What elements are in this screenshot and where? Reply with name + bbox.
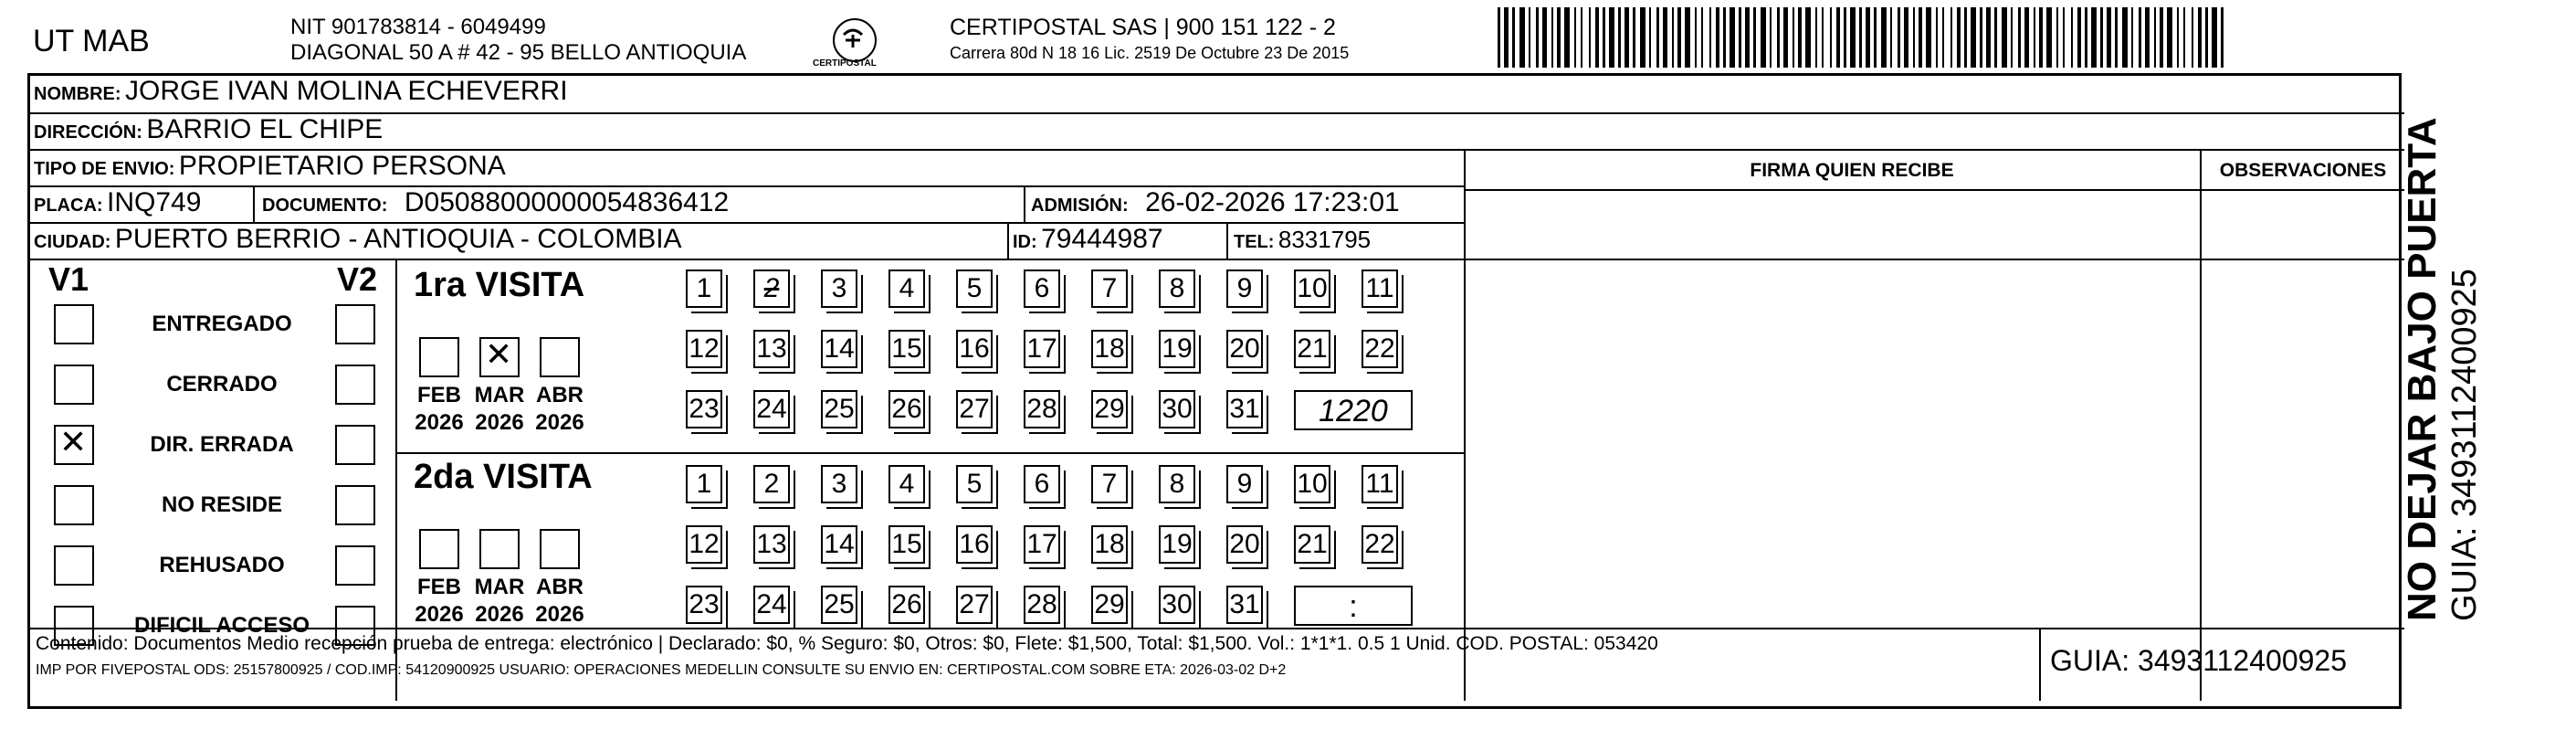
- ship-type-label: TIPO DE ENVIO:: [34, 159, 175, 179]
- id: 79444987: [1041, 224, 1163, 254]
- ship-type: PROPIETARIO PERSONA: [178, 151, 506, 181]
- day-cell[interactable]: 17: [1024, 330, 1060, 368]
- barcode-bar: [2192, 7, 2193, 68]
- day-cell[interactable]: 6: [1024, 270, 1060, 308]
- barcode-bar: [2115, 7, 2118, 68]
- barcode-bar: [1798, 7, 1802, 68]
- barcode-bar: [1536, 7, 1539, 68]
- barcode-bar: [2077, 7, 2081, 68]
- admission-label: ADMISIÓN:: [1031, 196, 1129, 216]
- carrier-name: CERTIPOSTAL SAS | 900 151 122 - 2: [950, 15, 1336, 40]
- barcode-bar: [1805, 7, 1811, 68]
- status-label: CERRADO: [166, 372, 278, 396]
- side-warning: NO DEJAR BAJO PUERTA: [2400, 117, 2445, 621]
- year-label: 2026: [415, 602, 464, 627]
- day-cell[interactable]: 24: [753, 390, 790, 428]
- day-cell[interactable]: 12: [686, 525, 722, 564]
- day-cell[interactable]: 14: [821, 525, 857, 564]
- barcode-bar: [1685, 7, 1690, 68]
- day-cell[interactable]: 3: [821, 465, 857, 503]
- v1-checkbox[interactable]: [54, 545, 94, 586]
- barcode-bar: [1836, 7, 1840, 68]
- barcode-bar: [1753, 7, 1756, 68]
- month-label: ABR: [536, 575, 584, 599]
- barcode-bar: [1695, 7, 1697, 68]
- barcode-bar: [1589, 7, 1591, 68]
- day-cell[interactable]: 29: [1091, 586, 1128, 624]
- month-checkbox[interactable]: [419, 529, 459, 569]
- v2-checkbox[interactable]: [335, 304, 375, 344]
- barcode-bar: [2018, 7, 2021, 68]
- barcode-bar: [1866, 7, 1870, 68]
- day-cell[interactable]: 29: [1091, 390, 1128, 428]
- day-cell[interactable]: 18: [1091, 330, 1128, 368]
- side-notice: [2400, 117, 2485, 621]
- barcode-bar: [2091, 7, 2097, 68]
- barcode-bar: [1609, 7, 1614, 68]
- barcode-bar: [2221, 7, 2224, 68]
- barcode-bar: [2071, 7, 2073, 68]
- barcode-bar: [1551, 7, 1553, 68]
- delivery-form: [27, 73, 2402, 709]
- day-cell[interactable]: 16: [956, 525, 993, 564]
- barcode-bar: [1656, 7, 1659, 68]
- day-cell[interactable]: 27: [956, 390, 993, 428]
- month-checkbox[interactable]: [479, 529, 520, 569]
- barcode-bar: [1904, 7, 1908, 68]
- name-label: NOMBRE:: [34, 84, 121, 104]
- footer-content: Contenido: Documentos Medio recepción prueba de entrega: electrónico | Declarado: $0, % Seguro: $0, Otros: $0, Flete: $1,500, Total: $1,500. Vol.: 1*1*1. 0.5 1 Unid. COD. POSTAL: 053420: [36, 633, 1658, 654]
- v2-checkbox[interactable]: [335, 425, 375, 465]
- barcode-bar: [1859, 7, 1862, 68]
- barcode-bar: [2160, 7, 2163, 68]
- day-cell[interactable]: 10: [1294, 465, 1330, 503]
- barcode-bar: [2034, 7, 2035, 68]
- barcode-bar: [1770, 7, 1772, 68]
- barcode-bar: [1890, 7, 1892, 68]
- barcode-bar: [2177, 7, 2179, 68]
- day-cell[interactable]: 10: [1294, 270, 1330, 308]
- barcode-bar: [1595, 7, 1599, 68]
- month-label: MAR: [474, 575, 525, 599]
- barcode-bar: [1649, 7, 1651, 68]
- day-cell[interactable]: 26: [888, 586, 925, 624]
- barcode-bar: [2002, 7, 2007, 68]
- year-label: 2026: [535, 410, 584, 435]
- day-cell[interactable]: 21: [1294, 330, 1330, 368]
- barcode-bar: [2039, 7, 2043, 68]
- day-cell[interactable]: 25: [821, 586, 857, 624]
- v1-checkbox[interactable]: [54, 365, 94, 405]
- status-label: NO RESIDE: [161, 492, 283, 517]
- barcode-bar: [1723, 7, 1726, 68]
- v1-checkbox[interactable]: [54, 485, 94, 525]
- admission: 26-02-2026 17:23:01: [1145, 187, 1400, 217]
- month-label: ABR: [536, 383, 584, 407]
- day-cell[interactable]: 2: [753, 465, 790, 503]
- year-label: 2026: [475, 602, 524, 627]
- logo-icon: [835, 20, 871, 57]
- barcode-bar: [1672, 7, 1674, 68]
- day-cell[interactable]: 27: [956, 586, 993, 624]
- day-cell[interactable]: 18: [1091, 525, 1128, 564]
- document-label: DOCUMENTO:: [262, 196, 388, 216]
- barcode-bar: [1618, 7, 1621, 68]
- barcode-bar: [2131, 7, 2133, 68]
- month-checkbox[interactable]: [540, 337, 580, 377]
- day-cell[interactable]: 28: [1024, 390, 1060, 428]
- plate-label: PLACA:: [34, 196, 103, 216]
- barcode-bar: [1498, 7, 1500, 68]
- barcode-bar: [1913, 7, 1915, 68]
- month-label: FEB: [417, 383, 461, 407]
- day-cell[interactable]: 7: [1091, 465, 1128, 503]
- day-cell[interactable]: 20: [1226, 330, 1263, 368]
- carrier-license: Carrera 80d N 18 16 Lic. 2519 De Octubre 23 De 2015: [950, 44, 1350, 62]
- status-label: REHUSADO: [159, 553, 285, 577]
- barcode-bar: [2154, 7, 2156, 68]
- barcode-bar: [1942, 7, 1944, 68]
- barcode-bar: [2139, 7, 2141, 68]
- barcode-bar: [2205, 7, 2208, 68]
- barcode-bar: [2063, 7, 2065, 68]
- barcode-bar: [1783, 7, 1788, 68]
- day-cell[interactable]: 30: [1159, 390, 1195, 428]
- day-cell[interactable]: 22: [1362, 330, 1398, 368]
- barcode-bar: [1850, 7, 1856, 68]
- observations-header: OBSERVACIONES: [2219, 160, 2387, 181]
- day-cell[interactable]: 7: [1091, 270, 1128, 308]
- day-cell[interactable]: 5: [956, 465, 993, 503]
- barcode-bar: [2085, 7, 2087, 68]
- city-label: CIUDAD:: [34, 232, 111, 252]
- barcode-bar: [1980, 7, 1982, 68]
- day-cell[interactable]: 9: [1226, 465, 1263, 503]
- barcode-bar: [1624, 7, 1629, 68]
- month-checkbox[interactable]: [479, 337, 520, 377]
- barcode-bar: [1663, 7, 1667, 68]
- barcode-bar: [1557, 7, 1561, 68]
- barcode-bar: [1564, 7, 1570, 68]
- barcode-bar: [2183, 7, 2185, 68]
- barcode-bar: [2212, 7, 2217, 68]
- barcode-bar: [1730, 7, 1735, 68]
- day-cell[interactable]: 14: [821, 330, 857, 368]
- barcode-bar: [1581, 7, 1582, 68]
- v2-checkbox[interactable]: [335, 485, 375, 525]
- signature-header: FIRMA QUIEN RECIBE: [1750, 160, 1954, 181]
- barcode-bar: [1709, 7, 1711, 68]
- day-cell[interactable]: 8: [1159, 270, 1195, 308]
- barcode-bar: [1874, 7, 1877, 68]
- v2-label: V2: [337, 260, 378, 298]
- day-cell[interactable]: 11: [1362, 270, 1398, 308]
- company-address: DIAGONAL 50 A # 42 - 95 BELLO ANTIOQUIA: [290, 40, 747, 65]
- barcode-bar: [1950, 7, 1952, 68]
- day-cell[interactable]: 4: [888, 465, 925, 503]
- carrier-logo: [833, 18, 877, 62]
- document: D05088000000054836412: [404, 187, 730, 217]
- day-cell[interactable]: 4: [888, 270, 925, 308]
- v1-checkbox[interactable]: [54, 304, 94, 344]
- day-cell[interactable]: 15: [888, 330, 925, 368]
- barcode-bar: [1777, 7, 1780, 68]
- barcode-bar: [1677, 7, 1681, 68]
- barcode-bar: [1964, 7, 1967, 68]
- month-checkbox[interactable]: [419, 337, 459, 377]
- tel-label: TEL:: [1234, 232, 1275, 252]
- month-label: MAR: [474, 383, 525, 407]
- barcode-bar: [1881, 7, 1887, 68]
- first-visit-time[interactable]: 1220: [1294, 390, 1413, 430]
- second-visit-time[interactable]: :: [1294, 586, 1413, 626]
- day-cell[interactable]: 5: [956, 270, 993, 308]
- barcode-bar: [1815, 7, 1817, 68]
- v2-checkbox[interactable]: [335, 365, 375, 405]
- side-guia: GUIA: 3493112400925: [2445, 269, 2484, 621]
- barcode-bar: [2107, 7, 2111, 68]
- barcode-bar: [1919, 7, 1922, 68]
- month-label: FEB: [417, 575, 461, 599]
- barcode: [1498, 7, 2228, 68]
- day-cell[interactable]: 15: [888, 525, 925, 564]
- day-cell[interactable]: 13: [753, 330, 790, 368]
- day-cell[interactable]: 21: [1294, 525, 1330, 564]
- barcode-bar: [1986, 7, 1991, 68]
- barcode-bar: [1936, 7, 1938, 68]
- barcode-bar: [1504, 7, 1509, 68]
- day-cell[interactable]: 22: [1362, 525, 1398, 564]
- day-cell[interactable]: 1: [686, 270, 722, 308]
- barcode-bar: [1898, 7, 1900, 68]
- day-cell[interactable]: 30: [1159, 586, 1195, 624]
- barcode-bar: [2145, 7, 2150, 68]
- barcode-bar: [2024, 7, 2029, 68]
- address-label: DIRECCIÓN:: [34, 122, 142, 143]
- year-label: 2026: [475, 410, 524, 435]
- day-cell[interactable]: 6: [1024, 465, 1060, 503]
- day-cell[interactable]: 20: [1226, 525, 1263, 564]
- barcode-bar: [1994, 7, 1997, 68]
- day-cell[interactable]: 19: [1159, 330, 1195, 368]
- barcode-bar: [1633, 7, 1635, 68]
- day-cell[interactable]: 31: [1226, 586, 1263, 624]
- id-label: ID:: [1013, 232, 1037, 252]
- barcode-bar: [1745, 7, 1750, 68]
- status-label: ENTREGADO: [152, 312, 292, 336]
- day-cell[interactable]: 8: [1159, 465, 1195, 503]
- day-cell[interactable]: 3: [821, 270, 857, 308]
- barcode-bar: [1926, 7, 1931, 68]
- day-cell[interactable]: 23: [686, 586, 722, 624]
- barcode-bar: [1716, 7, 1719, 68]
- barcode-bar: [1822, 7, 1824, 68]
- day-cell[interactable]: 31: [1226, 390, 1263, 428]
- barcode-bar: [1640, 7, 1645, 68]
- barcode-bar: [1512, 7, 1515, 68]
- day-cell[interactable]: 13: [753, 525, 790, 564]
- barcode-bar: [2198, 7, 2202, 68]
- status-label: DIR. ERRADA: [150, 432, 294, 457]
- day-cell[interactable]: 19: [1159, 525, 1195, 564]
- day-cell[interactable]: 12: [686, 330, 722, 368]
- barcode-bar: [1830, 7, 1832, 68]
- barcode-bar: [1739, 7, 1741, 68]
- day-cell[interactable]: 2: [753, 270, 790, 308]
- company-nit: NIT 901783814 - 6049499: [290, 15, 546, 39]
- day-cell[interactable]: 9: [1226, 270, 1263, 308]
- day-cell[interactable]: 11: [1362, 465, 1398, 503]
- city: PUERTO BERRIO - ANTIOQUIA - COLOMBIA: [114, 224, 682, 254]
- month-checkbox[interactable]: [540, 529, 580, 569]
- year-label: 2026: [535, 602, 584, 627]
- barcode-bar: [1519, 7, 1525, 68]
- plate: INQ749: [107, 187, 202, 217]
- barcode-bar: [1574, 7, 1576, 68]
- company-name: UT MAB: [33, 24, 150, 58]
- v1-checkbox[interactable]: [54, 425, 94, 465]
- day-cell[interactable]: 25: [821, 390, 857, 428]
- barcode-bar: [2011, 7, 2013, 68]
- footer-print-info: IMP POR FIVEPOSTAL ODS: 25157800925 / COD.IMP: 54120900925 USUARIO: OPERACIONES MEDELLIN CONSULTE SU ENVIO EN: CERTIPOSTAL.COM SOBRE ETA: 2026-03-02 D+2: [36, 662, 1287, 678]
- barcode-bar: [1603, 7, 1605, 68]
- v2-checkbox[interactable]: [335, 545, 375, 586]
- barcode-bar: [1971, 7, 1976, 68]
- barcode-bar: [1761, 7, 1766, 68]
- day-cell[interactable]: 16: [956, 330, 993, 368]
- logo-caption: CERTIPOSTAL: [813, 58, 877, 69]
- day-cell[interactable]: 26: [888, 390, 925, 428]
- first-visit-title: 1ra VISITA: [414, 266, 585, 304]
- day-cell[interactable]: 23: [686, 390, 722, 428]
- day-cell[interactable]: 17: [1024, 525, 1060, 564]
- footer-guia: GUIA: 3493112400925: [2050, 644, 2347, 677]
- barcode-bar: [1793, 7, 1794, 68]
- year-label: 2026: [415, 410, 464, 435]
- day-cell[interactable]: 1: [686, 465, 722, 503]
- barcode-bar: [1542, 7, 1547, 68]
- status-label: DIFICIL ACCESO: [133, 613, 310, 638]
- second-visit-title: 2da VISITA: [414, 458, 593, 496]
- barcode-bar: [2046, 7, 2052, 68]
- barcode-bar: [1844, 7, 1846, 68]
- day-cell[interactable]: 24: [753, 586, 790, 624]
- barcode-bar: [2167, 7, 2172, 68]
- barcode-bar: [1957, 7, 1961, 68]
- barcode-bar: [1701, 7, 1703, 68]
- v1-label: V1: [48, 260, 89, 298]
- barcode-bar: [2122, 7, 2128, 68]
- barcode-bar: [2056, 7, 2058, 68]
- barcode-bar: [1529, 7, 1530, 68]
- barcode-bar: [2100, 7, 2103, 68]
- tel: 8331795: [1277, 226, 1372, 253]
- recipient-name: JORGE IVAN MOLINA ECHEVERRI: [125, 76, 568, 106]
- recipient-address: BARRIO EL CHIPE: [146, 114, 384, 144]
- day-cell[interactable]: 28: [1024, 586, 1060, 624]
